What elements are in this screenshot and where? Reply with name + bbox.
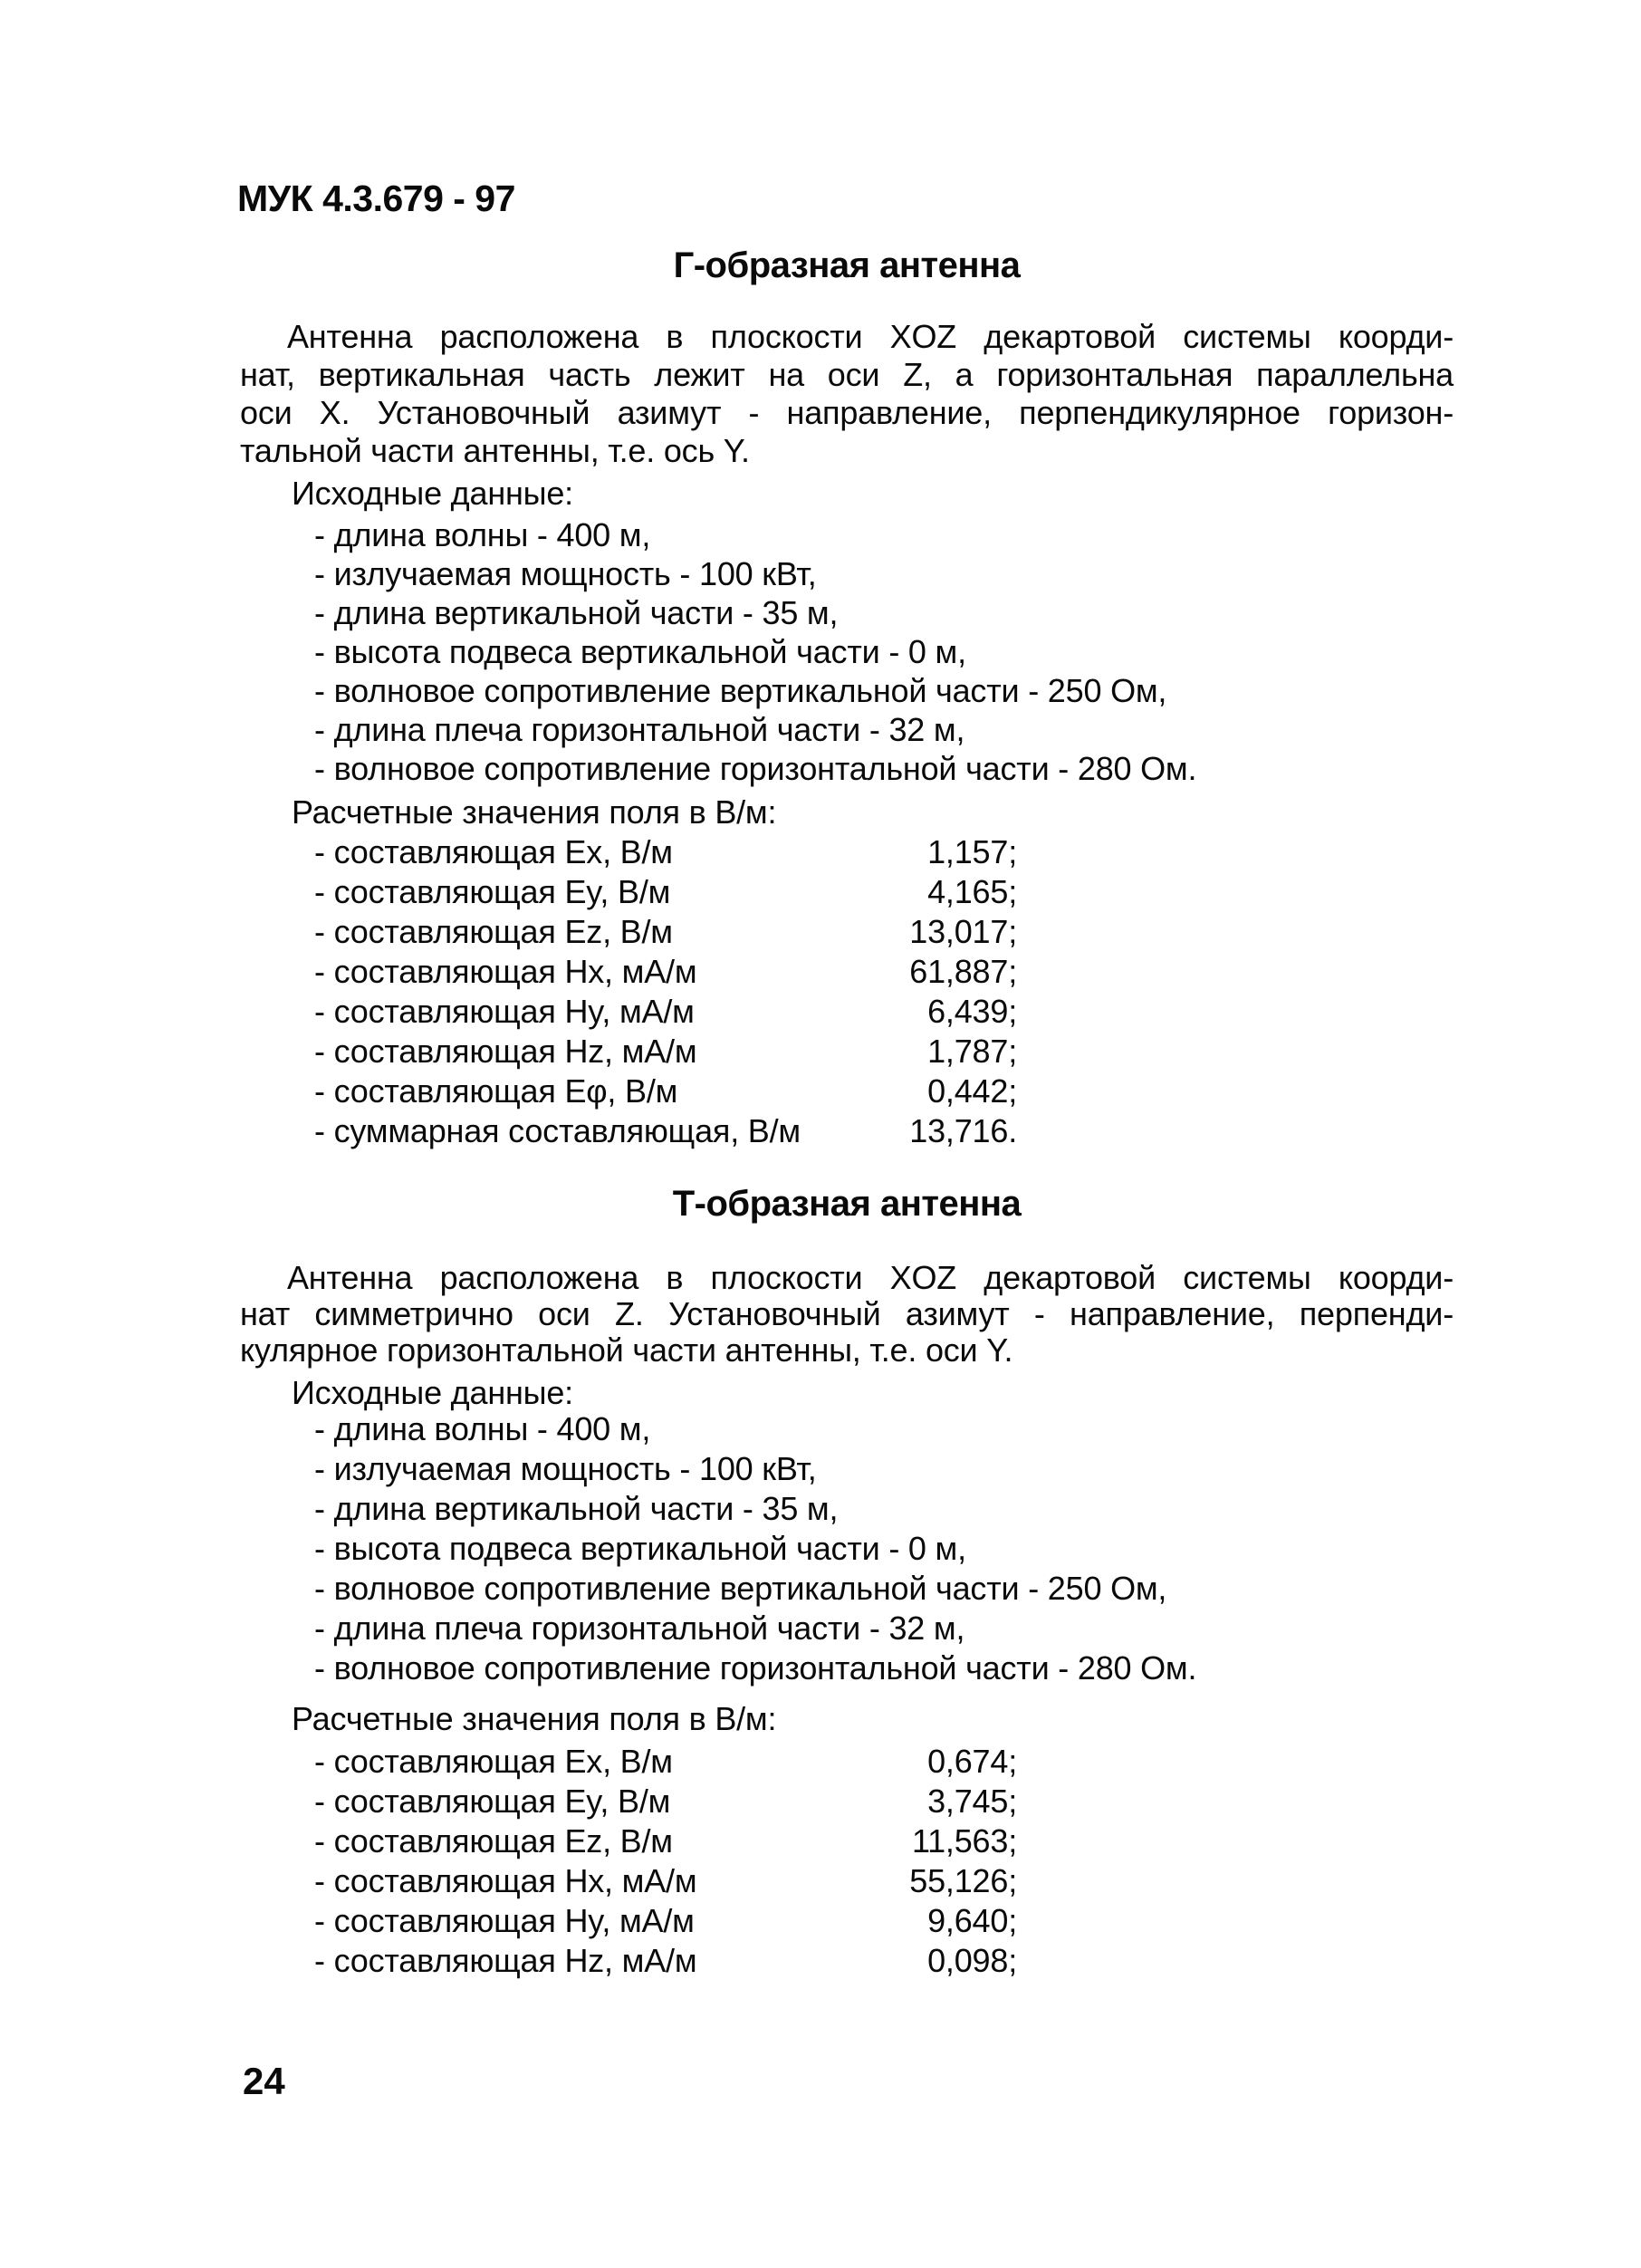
list-item: - волновое сопротивление горизонтальной части - 280 Ом. bbox=[314, 750, 1197, 787]
calc-values-list bbox=[314, 1742, 1017, 1981]
value-number: 0,442; bbox=[927, 1072, 1017, 1110]
list-item: - высота подвеса вертикальной части - 0 м, bbox=[314, 1530, 966, 1567]
value-number: 0,098; bbox=[927, 1942, 1017, 1979]
list-item: - волновое сопротивление вертикальной части - 250 Ом, bbox=[314, 1570, 1167, 1607]
value-number: 11,563; bbox=[911, 1822, 1017, 1860]
value-label: - составляющая Ey, В/м bbox=[314, 873, 671, 910]
value-row bbox=[314, 1941, 1017, 1981]
section-paragraph bbox=[240, 1260, 1454, 1369]
value-label: - составляющая Ex, В/м bbox=[314, 833, 673, 870]
value-number: 4,165; bbox=[927, 873, 1017, 910]
paragraph-line: тальной части антенны, т.е. ось Y. bbox=[240, 432, 750, 469]
value-label: - составляющая Hy, мА/м bbox=[314, 993, 695, 1030]
doc-code: МУК 4.3.679 - 97 bbox=[237, 178, 515, 219]
value-row bbox=[314, 1901, 1017, 1941]
value-label: - составляющая Ez, В/м bbox=[314, 913, 673, 950]
section-paragraph bbox=[240, 318, 1454, 470]
value-row bbox=[314, 1742, 1017, 1782]
list-item: - длина волны - 400 м, bbox=[314, 516, 651, 553]
value-label: - составляющая Hy, мА/м bbox=[314, 1902, 695, 1939]
value-number: 0,674; bbox=[927, 1743, 1017, 1780]
value-row bbox=[314, 1072, 1017, 1111]
value-number: 1,157; bbox=[927, 833, 1017, 870]
paragraph-line: Антенна расположена в плоскости XOZ декартовой системы коорди- bbox=[287, 1259, 1454, 1296]
initial-data-list bbox=[314, 1409, 1196, 1688]
value-label: - суммарная составляющая, В/м bbox=[314, 1112, 801, 1149]
list-item: - волновое сопротивление горизонтальной части - 280 Ом. bbox=[314, 1649, 1197, 1687]
value-row bbox=[314, 992, 1017, 1032]
value-number: 13,716. bbox=[909, 1112, 1017, 1149]
page-number: 24 bbox=[243, 2060, 285, 2102]
list-item: - длина волны - 400 м, bbox=[314, 1410, 651, 1447]
value-number: 61,887; bbox=[909, 953, 1017, 990]
value-row bbox=[314, 1782, 1017, 1821]
value-number: 6,439; bbox=[927, 993, 1017, 1030]
value-row bbox=[314, 1111, 1017, 1151]
value-number: 1,787; bbox=[927, 1033, 1017, 1070]
list-item: - длина вертикальной части - 35 м, bbox=[314, 594, 839, 631]
value-label: - составляющая Hx, мА/м bbox=[314, 1862, 697, 1899]
list-item: - длина плеча горизонтальной части - 32 м, bbox=[314, 1610, 965, 1647]
calc-values-label: Расчетные значения поля в В/м: bbox=[292, 1700, 777, 1737]
list-item: - длина плеча горизонтальной части - 32 м, bbox=[314, 711, 965, 748]
value-row bbox=[314, 952, 1017, 992]
initial-data-list bbox=[314, 515, 1196, 788]
value-label: - составляющая Ez, В/м bbox=[314, 1822, 673, 1860]
list-item: - волновое сопротивление вертикальной части - 250 Ом, bbox=[314, 672, 1167, 709]
value-number: 3,745; bbox=[927, 1783, 1017, 1820]
value-number: 13,017; bbox=[909, 913, 1017, 950]
paragraph-line: нат симметрично оси Z. Установочный азимут - направление, перпенди- bbox=[240, 1295, 1454, 1332]
list-item: - излучаемая мощность - 100 кВт, bbox=[314, 1450, 817, 1487]
value-label: - составляющая Eφ, В/м bbox=[314, 1072, 678, 1110]
paragraph-line: оси X. Установочный азимут - направление, перпендикулярное горизон- bbox=[240, 394, 1454, 431]
value-label: - составляющая Hx, мА/м bbox=[314, 953, 697, 990]
value-number: 55,126; bbox=[909, 1862, 1017, 1899]
list-item: - длина вертикальной части - 35 м, bbox=[314, 1490, 839, 1527]
section-title-t-antenna: Т-образная антенна bbox=[672, 1184, 1022, 1224]
initial-data-label: Исходные данные: bbox=[292, 475, 573, 512]
section-title-l-antenna: Г-образная антенна bbox=[673, 245, 1021, 285]
value-row bbox=[314, 1861, 1017, 1901]
initial-data-label: Исходные данные: bbox=[292, 1374, 573, 1411]
calc-values-label: Расчетные значения поля в В/м: bbox=[292, 793, 777, 831]
value-row bbox=[314, 912, 1017, 952]
value-row bbox=[314, 1032, 1017, 1072]
paragraph-line: нат, вертикальная часть лежит на оси Z, а горизонтальная параллельна bbox=[240, 356, 1454, 393]
value-row bbox=[314, 872, 1017, 912]
value-label: - составляющая Hz, мА/м bbox=[314, 1942, 697, 1979]
value-row bbox=[314, 832, 1017, 872]
value-row bbox=[314, 1821, 1017, 1861]
value-label: - составляющая Ex, В/м bbox=[314, 1743, 673, 1780]
list-item: - высота подвеса вертикальной части - 0 м, bbox=[314, 633, 966, 670]
calc-values-list bbox=[314, 832, 1017, 1151]
value-label: - составляющая Hz, мА/м bbox=[314, 1033, 697, 1070]
paragraph-line: Антенна расположена в плоскости XOZ декартовой системы коорди- bbox=[287, 318, 1454, 355]
paragraph-line: кулярное горизонтальной части антенны, т.е. оси Y. bbox=[240, 1331, 1013, 1369]
list-item: - излучаемая мощность - 100 кВт, bbox=[314, 555, 817, 592]
value-label: - составляющая Ey, В/м bbox=[314, 1783, 671, 1820]
value-number: 9,640; bbox=[927, 1902, 1017, 1939]
